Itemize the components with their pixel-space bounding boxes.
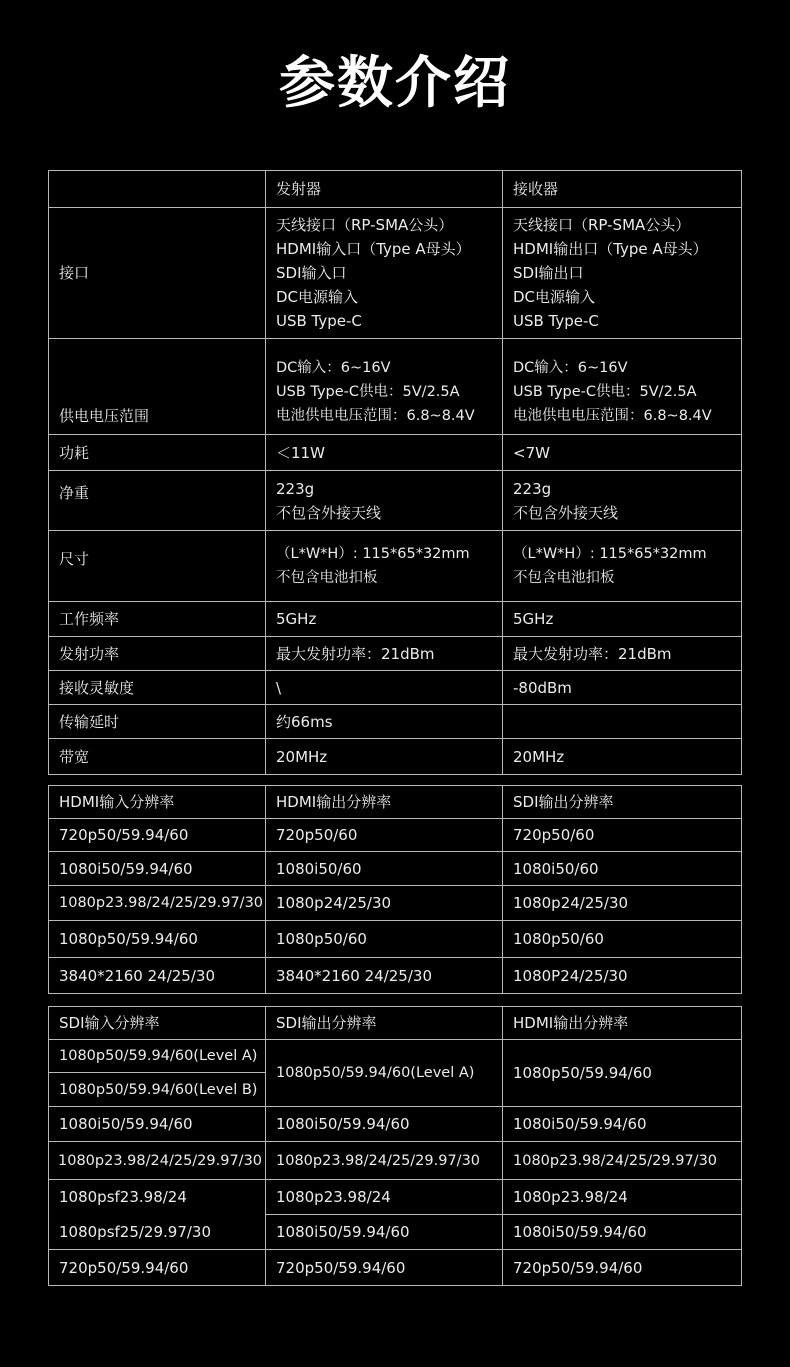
header-cell-hdmi-output: HDMI输出分辨率 <box>266 786 503 819</box>
table-cell: 1080p50/59.94/60(Level A) <box>49 1040 266 1073</box>
table-cell: 1080p23.98/24/25/29.97/30 <box>266 1142 503 1180</box>
table-cell: 720p50/59.94/60 <box>503 1250 742 1286</box>
table-cell: 1080p24/25/30 <box>503 886 742 921</box>
header-cell-sdi-input: SDI输入分辨率 <box>49 1007 266 1040</box>
interface-rx-line: SDI输出口 <box>513 264 584 282</box>
table-cell: 1080i50/59.94/60 <box>49 1107 266 1142</box>
sensitivity-receiver-cell: -80dBm <box>503 671 742 705</box>
power-supply-rx-line: USB Type-C供电：5V/2.5A <box>513 384 697 400</box>
table-cell: 1080p23.98/24/25/29.97/30 <box>49 1142 266 1180</box>
row-label-weight: 净重 <box>49 471 266 531</box>
header-cell-transmitter: 发射器 <box>266 171 503 208</box>
weight-tx-line: 223g <box>276 479 315 498</box>
size-transmitter-cell <box>266 531 503 602</box>
header-cell-sdi-output: SDI输出分辨率 <box>503 786 742 819</box>
table-row <box>49 471 742 531</box>
table-row <box>49 921 742 958</box>
interface-rx-line: DC电源输入 <box>513 288 596 306</box>
table-row <box>49 1215 742 1250</box>
row-label-power-supply: 供电电压范围 <box>49 339 266 435</box>
table-row <box>49 208 742 339</box>
page-title: 参数介绍 <box>279 51 511 116</box>
table-cell: 1080p23.98/24 <box>266 1180 503 1215</box>
power-supply-receiver-cell <box>503 339 742 435</box>
table-cell: 3840*2160 24/25/30 <box>49 958 266 994</box>
table-row <box>49 958 742 994</box>
table-row <box>49 435 742 471</box>
table-cell: 720p50/59.94/60 <box>49 1250 266 1286</box>
table-row <box>49 739 742 775</box>
table-cell: 3840*2160 24/25/30 <box>266 958 503 994</box>
table-cell: 720p50/59.94/60 <box>49 819 266 852</box>
interface-rx-line: USB Type-C <box>513 312 599 330</box>
table-row <box>49 602 742 637</box>
power-supply-rx-line: 电池供电电压范围：6.8~8.4V <box>513 408 712 424</box>
size-tx-line: （L*W*H）: 115*65*32mm <box>276 546 470 562</box>
size-tx-line: 不包含电池扣板 <box>276 570 378 586</box>
weight-rx-line: 223g <box>513 479 552 498</box>
table-cell: 1080i50/59.94/60 <box>49 852 266 886</box>
interface-tx-line: HDMI输入口（Type A母头） <box>276 240 471 258</box>
table-row <box>49 637 742 671</box>
table-row <box>49 671 742 705</box>
table-cell: 1080P24/25/30 <box>503 958 742 994</box>
table-cell: 1080p23.98/24 <box>503 1180 742 1215</box>
tx-power-receiver-cell: 最大发射功率：21dBm <box>503 637 742 671</box>
interface-tx-line: DC电源输入 <box>276 288 359 306</box>
table-cell: 1080i50/59.94/60 <box>266 1215 503 1250</box>
table-row <box>49 886 742 921</box>
table-row <box>49 1142 742 1180</box>
table-cell: 720p50/59.94/60 <box>266 1250 503 1286</box>
frequency-receiver-cell: 5GHz <box>503 602 742 637</box>
table-cell: 1080p50/59.94/60 <box>49 921 266 958</box>
table-row <box>49 819 742 852</box>
table-cell: 1080psf25/29.97/30 <box>49 1215 266 1250</box>
specs-table <box>48 170 742 775</box>
size-rx-line: （L*W*H）: 115*65*32mm <box>513 546 707 562</box>
power-consumption-transmitter-cell: ＜11W <box>266 435 503 471</box>
power-supply-tx-line: DC输入：6~16V <box>276 360 391 376</box>
latency-transmitter-cell: 约66ms <box>266 705 503 739</box>
hdmi-resolution-table <box>48 785 742 994</box>
table-cell: 1080p24/25/30 <box>266 886 503 921</box>
table-row <box>49 339 742 435</box>
table-cell: 1080i50/60 <box>266 852 503 886</box>
header-cell-receiver: 接收器 <box>503 171 742 208</box>
table-header-row <box>49 1007 742 1040</box>
interface-rx-line: 天线接口（RP-SMA公头） <box>513 216 691 234</box>
table-cell: 1080p50/60 <box>503 921 742 958</box>
bandwidth-receiver-cell: 20MHz <box>503 739 742 775</box>
bandwidth-transmitter-cell: 20MHz <box>266 739 503 775</box>
table-cell: 1080i50/59.94/60 <box>503 1107 742 1142</box>
row-label-sensitivity: 接收灵敏度 <box>49 671 266 705</box>
table-cell: 1080p23.98/24/25/29.97/30 <box>503 1142 742 1180</box>
table-cell: 1080p50/60 <box>266 921 503 958</box>
table-row <box>49 531 742 602</box>
weight-tx-line: 不包含外接天线 <box>276 503 382 522</box>
header-cell-hdmi-output: HDMI输出分辨率 <box>503 1007 742 1040</box>
table-cell: 1080p50/59.94/60 <box>503 1040 742 1107</box>
table-cell: 1080psf23.98/24 <box>49 1180 266 1215</box>
interface-tx-line: 天线接口（RP-SMA公头） <box>276 216 454 234</box>
table-row <box>49 1107 742 1142</box>
table-cell: 1080p23.98/24/25/29.97/30 <box>49 886 266 921</box>
power-supply-transmitter-cell <box>266 339 503 435</box>
frequency-transmitter-cell: 5GHz <box>266 602 503 637</box>
row-label-power-consumption: 功耗 <box>49 435 266 471</box>
table-cell: 720p50/60 <box>503 819 742 852</box>
table-row <box>49 705 742 739</box>
table-cell: 1080i50/60 <box>503 852 742 886</box>
interface-receiver-cell <box>503 208 742 339</box>
table-cell: 1080p50/59.94/60(Level B) <box>49 1073 266 1107</box>
header-cell-hdmi-input: HDMI输入分辨率 <box>49 786 266 819</box>
row-label-frequency: 工作频率 <box>49 602 266 637</box>
table-cell: 720p50/60 <box>266 819 503 852</box>
table-row <box>49 1250 742 1286</box>
power-supply-rx-line: DC输入：6~16V <box>513 360 628 376</box>
tx-power-transmitter-cell: 最大发射功率：21dBm <box>266 637 503 671</box>
row-label-tx-power: 发射功率 <box>49 637 266 671</box>
table-row <box>49 1180 742 1215</box>
interface-tx-line: SDI输入口 <box>276 264 347 282</box>
power-consumption-receiver-cell: <7W <box>503 435 742 471</box>
sdi-resolution-table <box>48 1006 742 1286</box>
power-supply-tx-line: USB Type-C供电：5V/2.5A <box>276 384 460 400</box>
row-label-bandwidth: 带宽 <box>49 739 266 775</box>
weight-receiver-cell <box>503 471 742 531</box>
power-supply-tx-line: 电池供电电压范围：6.8~8.4V <box>276 408 475 424</box>
header-cell-empty <box>49 171 266 208</box>
latency-receiver-cell <box>503 705 742 739</box>
table-header-row <box>49 171 742 208</box>
table-header-row <box>49 786 742 819</box>
interface-tx-line: USB Type-C <box>276 312 362 330</box>
row-label-size: 尺寸 <box>49 531 266 602</box>
weight-rx-line: 不包含外接天线 <box>513 503 619 522</box>
header-cell-sdi-output: SDI输出分辨率 <box>266 1007 503 1040</box>
weight-transmitter-cell <box>266 471 503 531</box>
interface-transmitter-cell <box>266 208 503 339</box>
table-row <box>49 852 742 886</box>
interface-rx-line: HDMI输出口（Type A母头） <box>513 240 708 258</box>
row-label-latency: 传输延时 <box>49 705 266 739</box>
table-cell: 1080p50/59.94/60(Level A) <box>266 1040 503 1107</box>
size-receiver-cell <box>503 531 742 602</box>
size-rx-line: 不包含电池扣板 <box>513 570 615 586</box>
table-cell: 1080i50/59.94/60 <box>266 1107 503 1142</box>
table-row <box>49 1040 742 1073</box>
sensitivity-transmitter-cell: \ <box>266 671 503 705</box>
row-label-interface: 接口 <box>49 208 266 339</box>
table-cell: 1080i50/59.94/60 <box>503 1215 742 1250</box>
